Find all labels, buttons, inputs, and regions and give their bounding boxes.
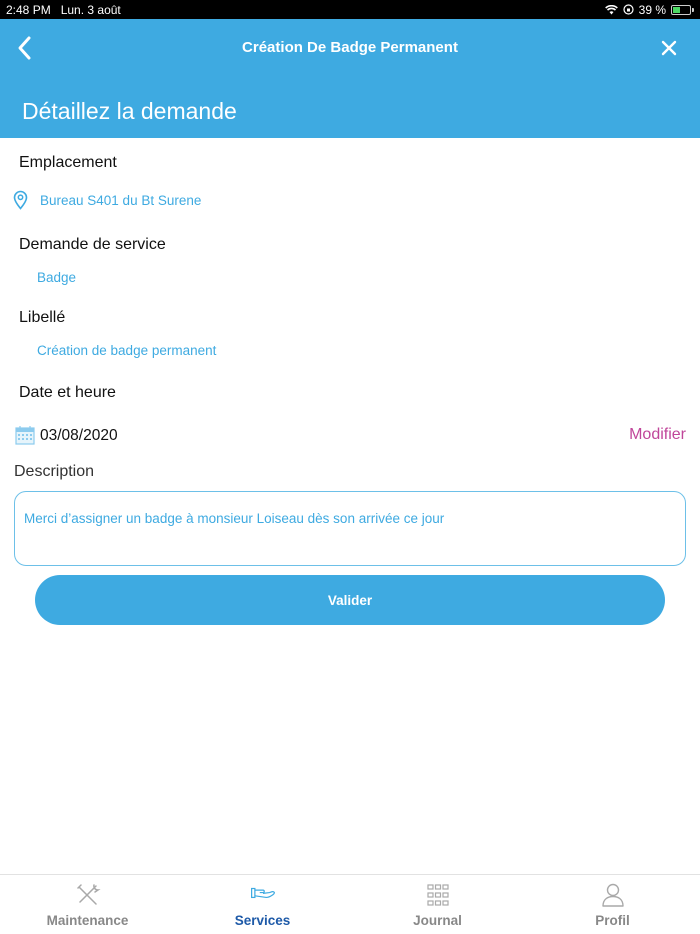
service-label: Demande de service <box>19 236 166 253</box>
orientation-lock-icon <box>623 4 634 15</box>
service-value: Badge <box>37 270 77 285</box>
libelle-value: Création de badge permanent <box>37 343 217 358</box>
location-pin-icon <box>13 190 28 210</box>
description-input[interactable]: Merci d’assigner un badge à monsieur Loiseau dès son arrivée ce jour <box>14 491 686 566</box>
navigation-bar <box>0 19 700 138</box>
tab-profil[interactable] <box>525 875 700 934</box>
calendar-icon <box>15 425 35 445</box>
status-date: Lun. 3 août <box>60 2 121 17</box>
page-title: Détaillez la demande <box>22 98 237 124</box>
tab-journal[interactable] <box>350 875 525 934</box>
tab-label: Journal <box>413 913 462 928</box>
hand-icon <box>250 882 276 908</box>
tools-icon <box>75 882 101 908</box>
location-value[interactable]: Bureau S401 du Bt Surene <box>40 193 202 208</box>
tab-label: Maintenance <box>46 913 129 928</box>
tab-services[interactable] <box>175 875 350 934</box>
date-label: Date et heure <box>19 384 116 401</box>
date-value: 03/08/2020 <box>40 427 118 444</box>
tab-label: Profil <box>595 913 630 928</box>
description-label: Description <box>14 463 95 480</box>
close-icon[interactable] <box>660 39 678 57</box>
tab-label: Services <box>234 913 291 928</box>
grid-icon <box>425 882 451 908</box>
battery-icon <box>671 5 694 15</box>
status-bar <box>0 0 700 19</box>
modify-date-button[interactable]: Modifier <box>629 426 686 443</box>
battery-percent: 39 % <box>638 2 666 17</box>
user-icon <box>600 882 626 908</box>
status-time: 2:48 PM <box>6 2 51 17</box>
tab-bar <box>0 874 700 934</box>
tab-maintenance[interactable] <box>0 875 175 934</box>
location-label: Emplacement <box>19 154 117 171</box>
submit-button[interactable]: Valider <box>35 575 665 625</box>
nav-title: Création De Badge Permanent <box>242 39 458 56</box>
wifi-icon <box>605 5 618 15</box>
libelle-label: Libellé <box>19 309 66 326</box>
